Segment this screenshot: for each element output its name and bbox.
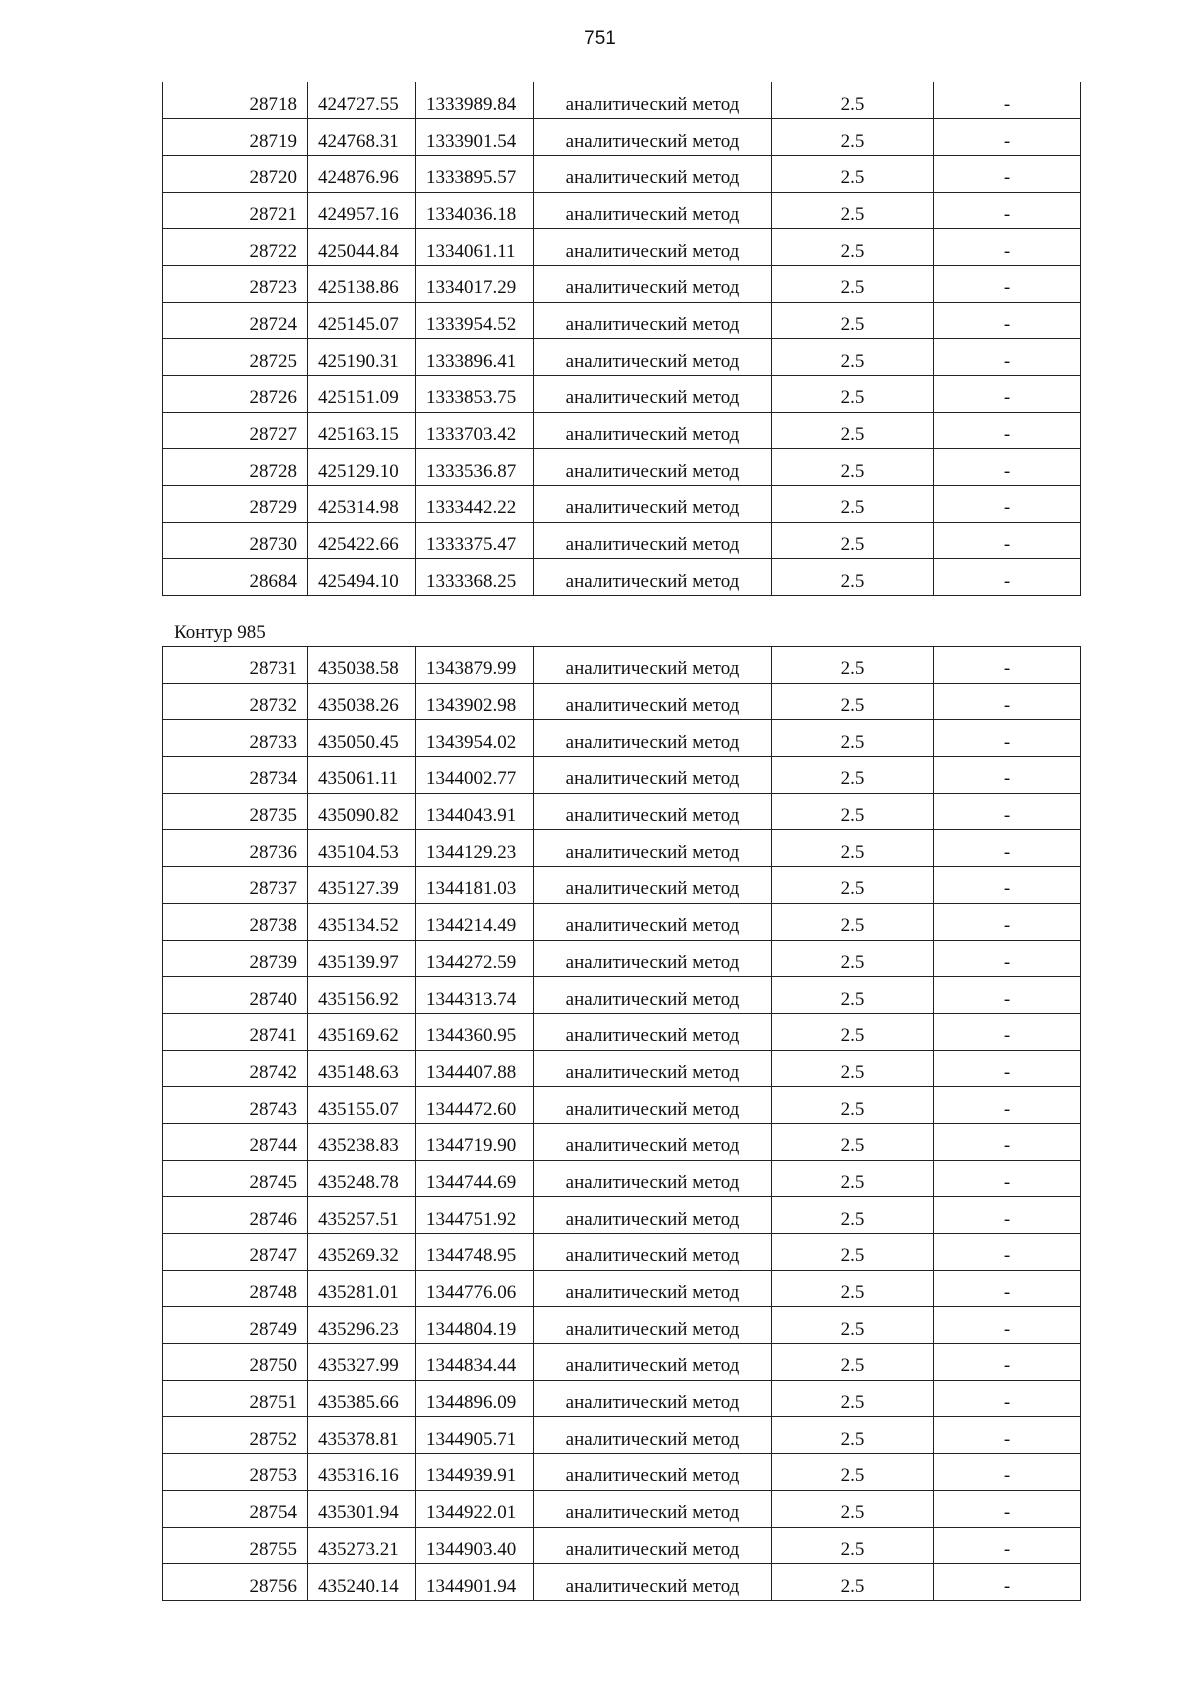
table-row: [163, 1307, 1081, 1344]
point-number-cell: 28727: [163, 412, 308, 449]
x-coordinate-cell: 435301.94: [308, 1490, 416, 1527]
y-coordinate-cell: 1344896.09: [416, 1380, 534, 1417]
table-row: [163, 486, 1081, 523]
method-cell: аналитический метод: [534, 793, 772, 830]
note-cell: -: [934, 977, 1081, 1014]
table-row: [163, 155, 1081, 192]
accuracy-cell: 2.5: [772, 1087, 934, 1124]
table-row: [163, 683, 1081, 720]
y-coordinate-cell: 1334036.18: [416, 192, 534, 229]
point-number-cell: 28735: [163, 793, 308, 830]
y-coordinate-cell: 1344804.19: [416, 1307, 534, 1344]
note-cell: -: [934, 449, 1081, 486]
method-cell: аналитический метод: [534, 683, 772, 720]
note-cell: -: [934, 940, 1081, 977]
point-number-cell: 28742: [163, 1050, 308, 1087]
note-cell: -: [934, 1270, 1081, 1307]
note-cell: -: [934, 376, 1081, 413]
y-coordinate-cell: 1344719.90: [416, 1123, 534, 1160]
y-coordinate-cell: 1333536.87: [416, 449, 534, 486]
x-coordinate-cell: 435169.62: [308, 1013, 416, 1050]
method-cell: аналитический метод: [534, 229, 772, 266]
accuracy-cell: 2.5: [772, 119, 934, 156]
point-number-cell: 28684: [163, 559, 308, 596]
note-cell: -: [934, 903, 1081, 940]
table-row: [163, 1050, 1081, 1087]
x-coordinate-cell: 435156.92: [308, 977, 416, 1014]
table-row: [163, 229, 1081, 266]
method-cell: аналитический метод: [534, 449, 772, 486]
point-number-cell: 28724: [163, 302, 308, 339]
x-coordinate-cell: 435238.83: [308, 1123, 416, 1160]
accuracy-cell: 2.5: [772, 155, 934, 192]
point-number-cell: 28732: [163, 683, 308, 720]
accuracy-cell: 2.5: [772, 757, 934, 794]
table-row: [163, 647, 1081, 684]
accuracy-cell: 2.5: [772, 1123, 934, 1160]
y-coordinate-cell: 1333368.25: [416, 559, 534, 596]
point-number-cell: 28755: [163, 1527, 308, 1564]
x-coordinate-cell: 435269.32: [308, 1234, 416, 1271]
x-coordinate-cell: 435038.58: [308, 647, 416, 684]
y-coordinate-cell: 1344043.91: [416, 793, 534, 830]
y-coordinate-cell: 1344901.94: [416, 1564, 534, 1601]
accuracy-cell: 2.5: [772, 683, 934, 720]
coordinates-table-bottom: [162, 646, 1081, 1601]
y-coordinate-cell: 1344751.92: [416, 1197, 534, 1234]
table-row: [163, 265, 1081, 302]
note-cell: -: [934, 867, 1081, 904]
point-number-cell: 28728: [163, 449, 308, 486]
point-number-cell: 28736: [163, 830, 308, 867]
x-coordinate-cell: 424957.16: [308, 192, 416, 229]
accuracy-cell: 2.5: [772, 647, 934, 684]
method-cell: аналитический метод: [534, 1234, 772, 1271]
note-cell: -: [934, 1197, 1081, 1234]
y-coordinate-cell: 1344748.95: [416, 1234, 534, 1271]
method-cell: аналитический метод: [534, 486, 772, 523]
y-coordinate-cell: 1344313.74: [416, 977, 534, 1014]
x-coordinate-cell: 425314.98: [308, 486, 416, 523]
method-cell: аналитический метод: [534, 1013, 772, 1050]
note-cell: -: [934, 412, 1081, 449]
table-row: [163, 522, 1081, 559]
accuracy-cell: 2.5: [772, 977, 934, 1014]
note-cell: -: [934, 192, 1081, 229]
point-number-cell: 28738: [163, 903, 308, 940]
y-coordinate-cell: 1344834.44: [416, 1344, 534, 1381]
y-coordinate-cell: 1333896.41: [416, 339, 534, 376]
x-coordinate-cell: 435378.81: [308, 1417, 416, 1454]
note-cell: -: [934, 1050, 1081, 1087]
table-row: [163, 903, 1081, 940]
method-cell: аналитический метод: [534, 192, 772, 229]
y-coordinate-cell: 1344214.49: [416, 903, 534, 940]
y-coordinate-cell: 1344905.71: [416, 1417, 534, 1454]
y-coordinate-cell: 1333375.47: [416, 522, 534, 559]
x-coordinate-cell: 435050.45: [308, 720, 416, 757]
y-coordinate-cell: 1344903.40: [416, 1527, 534, 1564]
method-cell: аналитический метод: [534, 757, 772, 794]
method-cell: аналитический метод: [534, 1197, 772, 1234]
table-row: [163, 1160, 1081, 1197]
table-row: [163, 940, 1081, 977]
accuracy-cell: 2.5: [772, 1490, 934, 1527]
y-coordinate-cell: 1344002.77: [416, 757, 534, 794]
x-coordinate-cell: 425190.31: [308, 339, 416, 376]
accuracy-cell: 2.5: [772, 449, 934, 486]
y-coordinate-cell: 1344407.88: [416, 1050, 534, 1087]
y-coordinate-cell: 1333954.52: [416, 302, 534, 339]
point-number-cell: 28743: [163, 1087, 308, 1124]
note-cell: -: [934, 1490, 1081, 1527]
point-number-cell: 28739: [163, 940, 308, 977]
note-cell: -: [934, 1527, 1081, 1564]
contour-label: Контур 985: [174, 622, 266, 643]
method-cell: аналитический метод: [534, 867, 772, 904]
accuracy-cell: 2.5: [772, 82, 934, 119]
accuracy-cell: 2.5: [772, 1417, 934, 1454]
point-number-cell: 28733: [163, 720, 308, 757]
note-cell: -: [934, 486, 1081, 523]
accuracy-cell: 2.5: [772, 1527, 934, 1564]
point-number-cell: 28729: [163, 486, 308, 523]
method-cell: аналитический метод: [534, 1087, 772, 1124]
x-coordinate-cell: 425494.10: [308, 559, 416, 596]
x-coordinate-cell: 424768.31: [308, 119, 416, 156]
table-row: [163, 720, 1081, 757]
point-number-cell: 28747: [163, 1234, 308, 1271]
point-number-cell: 28737: [163, 867, 308, 904]
note-cell: -: [934, 830, 1081, 867]
point-number-cell: 28751: [163, 1380, 308, 1417]
table-row: [163, 1380, 1081, 1417]
table-row: [163, 830, 1081, 867]
x-coordinate-cell: 425129.10: [308, 449, 416, 486]
table-row: [163, 1123, 1081, 1160]
table-row: [163, 867, 1081, 904]
table-row: [163, 1344, 1081, 1381]
x-coordinate-cell: 425044.84: [308, 229, 416, 266]
point-number-cell: 28734: [163, 757, 308, 794]
note-cell: -: [934, 1564, 1081, 1601]
accuracy-cell: 2.5: [772, 1050, 934, 1087]
note-cell: -: [934, 1123, 1081, 1160]
table-row: [163, 1490, 1081, 1527]
table-row: [163, 302, 1081, 339]
accuracy-cell: 2.5: [772, 265, 934, 302]
table-row: [163, 559, 1081, 596]
accuracy-cell: 2.5: [772, 940, 934, 977]
table-row: [163, 757, 1081, 794]
y-coordinate-cell: 1343879.99: [416, 647, 534, 684]
y-coordinate-cell: 1333989.84: [416, 82, 534, 119]
point-number-cell: 28730: [163, 522, 308, 559]
accuracy-cell: 2.5: [772, 376, 934, 413]
method-cell: аналитический метод: [534, 647, 772, 684]
method-cell: аналитический метод: [534, 720, 772, 757]
y-coordinate-cell: 1333901.54: [416, 119, 534, 156]
method-cell: аналитический метод: [534, 559, 772, 596]
note-cell: -: [934, 1087, 1081, 1124]
table-row: [163, 1527, 1081, 1564]
point-number-cell: 28753: [163, 1454, 308, 1491]
accuracy-cell: 2.5: [772, 412, 934, 449]
accuracy-cell: 2.5: [772, 522, 934, 559]
y-coordinate-cell: 1344181.03: [416, 867, 534, 904]
point-number-cell: 28754: [163, 1490, 308, 1527]
point-number-cell: 28718: [163, 82, 308, 119]
accuracy-cell: 2.5: [772, 339, 934, 376]
note-cell: -: [934, 302, 1081, 339]
table-row: [163, 793, 1081, 830]
y-coordinate-cell: 1344939.91: [416, 1454, 534, 1491]
accuracy-cell: 2.5: [772, 1564, 934, 1601]
point-number-cell: 28719: [163, 119, 308, 156]
accuracy-cell: 2.5: [772, 867, 934, 904]
table-row: [163, 1087, 1081, 1124]
y-coordinate-cell: 1333442.22: [416, 486, 534, 523]
accuracy-cell: 2.5: [772, 1344, 934, 1381]
x-coordinate-cell: 425163.15: [308, 412, 416, 449]
point-number-cell: 28752: [163, 1417, 308, 1454]
method-cell: аналитический метод: [534, 1454, 772, 1491]
x-coordinate-cell: 435155.07: [308, 1087, 416, 1124]
table-row: [163, 339, 1081, 376]
note-cell: -: [934, 1234, 1081, 1271]
table-row: [163, 119, 1081, 156]
point-number-cell: 28740: [163, 977, 308, 1014]
point-number-cell: 28744: [163, 1123, 308, 1160]
table-row: [163, 449, 1081, 486]
note-cell: -: [934, 155, 1081, 192]
method-cell: аналитический метод: [534, 522, 772, 559]
x-coordinate-cell: 435139.97: [308, 940, 416, 977]
x-coordinate-cell: 435104.53: [308, 830, 416, 867]
accuracy-cell: 2.5: [772, 1013, 934, 1050]
accuracy-cell: 2.5: [772, 559, 934, 596]
point-number-cell: 28741: [163, 1013, 308, 1050]
table-row: [163, 1417, 1081, 1454]
note-cell: -: [934, 559, 1081, 596]
coordinates-table-top: [162, 82, 1081, 596]
x-coordinate-cell: 424876.96: [308, 155, 416, 192]
accuracy-cell: 2.5: [772, 1380, 934, 1417]
y-coordinate-cell: 1344776.06: [416, 1270, 534, 1307]
method-cell: аналитический метод: [534, 940, 772, 977]
x-coordinate-cell: 435148.63: [308, 1050, 416, 1087]
note-cell: -: [934, 647, 1081, 684]
note-cell: -: [934, 1454, 1081, 1491]
x-coordinate-cell: 435281.01: [308, 1270, 416, 1307]
accuracy-cell: 2.5: [772, 486, 934, 523]
y-coordinate-cell: 1344922.01: [416, 1490, 534, 1527]
table-row: [163, 977, 1081, 1014]
table-row: [163, 412, 1081, 449]
point-number-cell: 28721: [163, 192, 308, 229]
note-cell: -: [934, 1344, 1081, 1381]
accuracy-cell: 2.5: [772, 1454, 934, 1491]
method-cell: аналитический метод: [534, 119, 772, 156]
note-cell: -: [934, 1307, 1081, 1344]
point-number-cell: 28722: [163, 229, 308, 266]
note-cell: -: [934, 1160, 1081, 1197]
method-cell: аналитический метод: [534, 265, 772, 302]
x-coordinate-cell: 435240.14: [308, 1564, 416, 1601]
accuracy-cell: 2.5: [772, 1234, 934, 1271]
method-cell: аналитический метод: [534, 1380, 772, 1417]
point-number-cell: 28745: [163, 1160, 308, 1197]
accuracy-cell: 2.5: [772, 192, 934, 229]
point-number-cell: 28750: [163, 1344, 308, 1381]
y-coordinate-cell: 1333703.42: [416, 412, 534, 449]
y-coordinate-cell: 1334061.11: [416, 229, 534, 266]
x-coordinate-cell: 435127.39: [308, 867, 416, 904]
point-number-cell: 28749: [163, 1307, 308, 1344]
note-cell: -: [934, 1380, 1081, 1417]
y-coordinate-cell: 1343954.02: [416, 720, 534, 757]
accuracy-cell: 2.5: [772, 1270, 934, 1307]
note-cell: -: [934, 757, 1081, 794]
table-row: [163, 82, 1081, 119]
method-cell: аналитический метод: [534, 1490, 772, 1527]
y-coordinate-cell: 1333853.75: [416, 376, 534, 413]
table-row: [163, 376, 1081, 413]
table-row: [163, 192, 1081, 229]
point-number-cell: 28725: [163, 339, 308, 376]
x-coordinate-cell: 435257.51: [308, 1197, 416, 1234]
point-number-cell: 28748: [163, 1270, 308, 1307]
note-cell: -: [934, 720, 1081, 757]
y-coordinate-cell: 1344272.59: [416, 940, 534, 977]
note-cell: -: [934, 1417, 1081, 1454]
y-coordinate-cell: 1343902.98: [416, 683, 534, 720]
x-coordinate-cell: 435327.99: [308, 1344, 416, 1381]
page-number: 751: [584, 28, 616, 49]
accuracy-cell: 2.5: [772, 1160, 934, 1197]
point-number-cell: 28726: [163, 376, 308, 413]
table-row: [163, 1197, 1081, 1234]
method-cell: аналитический метод: [534, 1270, 772, 1307]
y-coordinate-cell: 1333895.57: [416, 155, 534, 192]
x-coordinate-cell: 435385.66: [308, 1380, 416, 1417]
note-cell: -: [934, 522, 1081, 559]
accuracy-cell: 2.5: [772, 229, 934, 266]
x-coordinate-cell: 424727.55: [308, 82, 416, 119]
x-coordinate-cell: 435296.23: [308, 1307, 416, 1344]
method-cell: аналитический метод: [534, 1123, 772, 1160]
note-cell: -: [934, 683, 1081, 720]
point-number-cell: 28723: [163, 265, 308, 302]
x-coordinate-cell: 435248.78: [308, 1160, 416, 1197]
method-cell: аналитический метод: [534, 376, 772, 413]
method-cell: аналитический метод: [534, 1344, 772, 1381]
method-cell: аналитический метод: [534, 1050, 772, 1087]
method-cell: аналитический метод: [534, 412, 772, 449]
note-cell: -: [934, 82, 1081, 119]
method-cell: аналитический метод: [534, 302, 772, 339]
point-number-cell: 28720: [163, 155, 308, 192]
method-cell: аналитический метод: [534, 1417, 772, 1454]
x-coordinate-cell: 425151.09: [308, 376, 416, 413]
method-cell: аналитический метод: [534, 830, 772, 867]
table-row: [163, 1234, 1081, 1271]
y-coordinate-cell: 1344129.23: [416, 830, 534, 867]
note-cell: -: [934, 793, 1081, 830]
y-coordinate-cell: 1344744.69: [416, 1160, 534, 1197]
method-cell: аналитический метод: [534, 1527, 772, 1564]
method-cell: аналитический метод: [534, 1307, 772, 1344]
x-coordinate-cell: 435134.52: [308, 903, 416, 940]
y-coordinate-cell: 1344472.60: [416, 1087, 534, 1124]
method-cell: аналитический метод: [534, 155, 772, 192]
point-number-cell: 28746: [163, 1197, 308, 1234]
accuracy-cell: 2.5: [772, 302, 934, 339]
note-cell: -: [934, 265, 1081, 302]
method-cell: аналитический метод: [534, 977, 772, 1014]
y-coordinate-cell: 1344360.95: [416, 1013, 534, 1050]
note-cell: -: [934, 119, 1081, 156]
x-coordinate-cell: 425422.66: [308, 522, 416, 559]
y-coordinate-cell: 1334017.29: [416, 265, 534, 302]
method-cell: аналитический метод: [534, 82, 772, 119]
table-row: [163, 1013, 1081, 1050]
accuracy-cell: 2.5: [772, 1197, 934, 1234]
point-number-cell: 28756: [163, 1564, 308, 1601]
method-cell: аналитический метод: [534, 1564, 772, 1601]
table-row: [163, 1270, 1081, 1307]
method-cell: аналитический метод: [534, 903, 772, 940]
table-row: [163, 1564, 1081, 1601]
x-coordinate-cell: 425138.86: [308, 265, 416, 302]
method-cell: аналитический метод: [534, 1160, 772, 1197]
note-cell: -: [934, 339, 1081, 376]
x-coordinate-cell: 435316.16: [308, 1454, 416, 1491]
accuracy-cell: 2.5: [772, 903, 934, 940]
x-coordinate-cell: 435273.21: [308, 1527, 416, 1564]
note-cell: -: [934, 1013, 1081, 1050]
method-cell: аналитический метод: [534, 339, 772, 376]
point-number-cell: 28731: [163, 647, 308, 684]
accuracy-cell: 2.5: [772, 1307, 934, 1344]
accuracy-cell: 2.5: [772, 793, 934, 830]
accuracy-cell: 2.5: [772, 720, 934, 757]
accuracy-cell: 2.5: [772, 830, 934, 867]
x-coordinate-cell: 435061.11: [308, 757, 416, 794]
x-coordinate-cell: 435090.82: [308, 793, 416, 830]
note-cell: -: [934, 229, 1081, 266]
x-coordinate-cell: 425145.07: [308, 302, 416, 339]
table-row: [163, 1454, 1081, 1491]
x-coordinate-cell: 435038.26: [308, 683, 416, 720]
